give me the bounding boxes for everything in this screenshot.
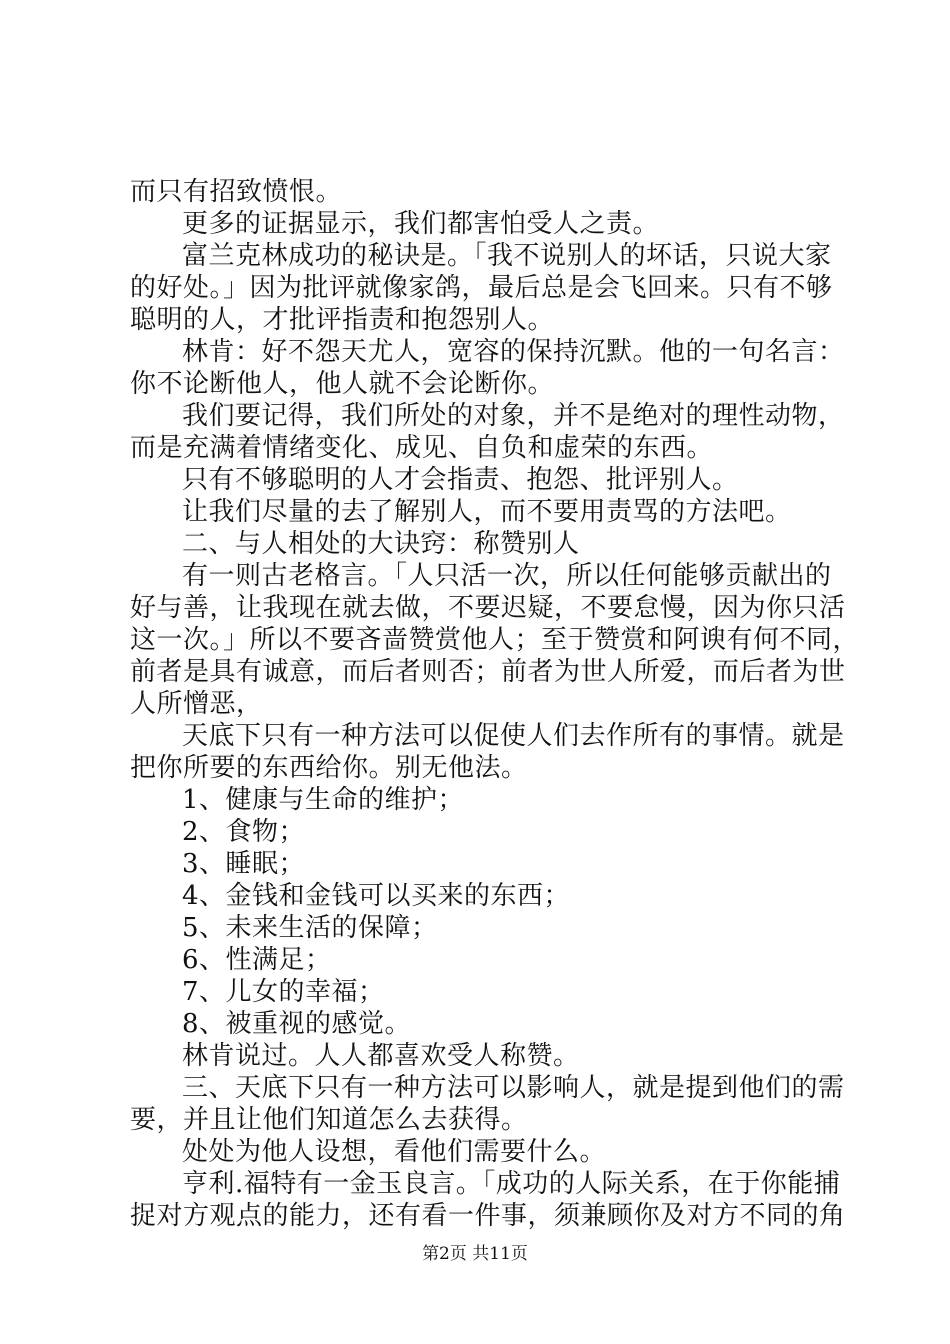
text-line: 的好处。」因为批评就像家鸽，最后总是会飞回来。只有不够 — [130, 273, 833, 303]
page-number: 第2页 共11页 — [422, 1244, 528, 1264]
text-line: 只有不够聪明的人才会指责、抱怨、批评别人。 — [182, 465, 739, 495]
text-line: 而只有招致愤恨。 — [130, 177, 343, 207]
page-footer — [0, 1243, 950, 1265]
section-heading: 二、与人相处的大诀窍：称赞别人 — [182, 529, 580, 559]
text-line: 人所憎恶， — [130, 689, 263, 719]
text-line: 林肯：好不怨天尤人，宽容的保持沉默。他的一句名言： — [182, 337, 845, 367]
text-line: 要，并且让他们知道怎么去获得。 — [130, 1105, 528, 1135]
text-line: 而是充满着情绪变化、成见、自负和虚荣的东西。 — [130, 433, 714, 463]
list-item: 7、儿女的幸福； — [182, 977, 385, 1007]
text-line: 让我们尽量的去了解别人，而不要用责骂的方法吧。 — [182, 497, 792, 527]
text-line: 你不论断他人，他人就不会论断你。 — [130, 369, 555, 399]
text-line: 亨利.福特有一金玉良言。「成功的人际关系，在于你能捕 — [182, 1169, 841, 1199]
text-line: 好与善，让我现在就去做，不要迟疑，不要怠慢，因为你只活 — [130, 593, 846, 623]
list-item: 5、未来生活的保障； — [182, 913, 438, 943]
text-line: 捉对方观点的能力，还有看一件事，须兼顾你及对方不同的角 — [130, 1201, 846, 1231]
section-heading: 三、天底下只有一种方法可以影响人，就是提到他们的需 — [182, 1073, 845, 1103]
text-line: 有一则古老格言。「人只活一次，所以任何能够贡献出的 — [182, 561, 832, 591]
list-item: 2、食物； — [182, 817, 306, 847]
text-line: 富兰克林成功的秘诀是。「我不说别人的坏话，只说大家 — [182, 241, 832, 271]
text-line: 把你所要的东西给你。别无他法。 — [130, 753, 528, 783]
list-item: 4、金钱和金钱可以买来的东西； — [182, 881, 571, 911]
text-line: 这一次。」所以不要吝啬赞赏他人；至于赞赏和阿谀有何不同， — [130, 625, 860, 655]
text-line: 天底下只有一种方法可以促使人们去作所有的事情。就是 — [182, 721, 845, 751]
text-line: 更多的证据显示，我们都害怕受人之责。 — [182, 209, 660, 239]
text-line: 我们要记得，我们所处的对象，并不是绝对的理性动物， — [182, 401, 845, 431]
text-line: 林肯说过。人人都喜欢受人称赞。 — [182, 1041, 580, 1071]
text-line: 处处为他人设想，看他们需要什么。 — [182, 1137, 607, 1167]
text-line: 聪明的人，才批评指责和抱怨别人。 — [130, 305, 555, 335]
text-line: 前者是具有诚意，而后者则否；前者为世人所爱，而后者为世 — [130, 657, 846, 687]
list-item: 3、睡眠； — [182, 849, 306, 879]
list-item: 6、性满足； — [182, 945, 332, 975]
list-item: 1、健康与生命的维护； — [182, 785, 465, 815]
list-item: 8、被重视的感觉。 — [182, 1009, 412, 1039]
